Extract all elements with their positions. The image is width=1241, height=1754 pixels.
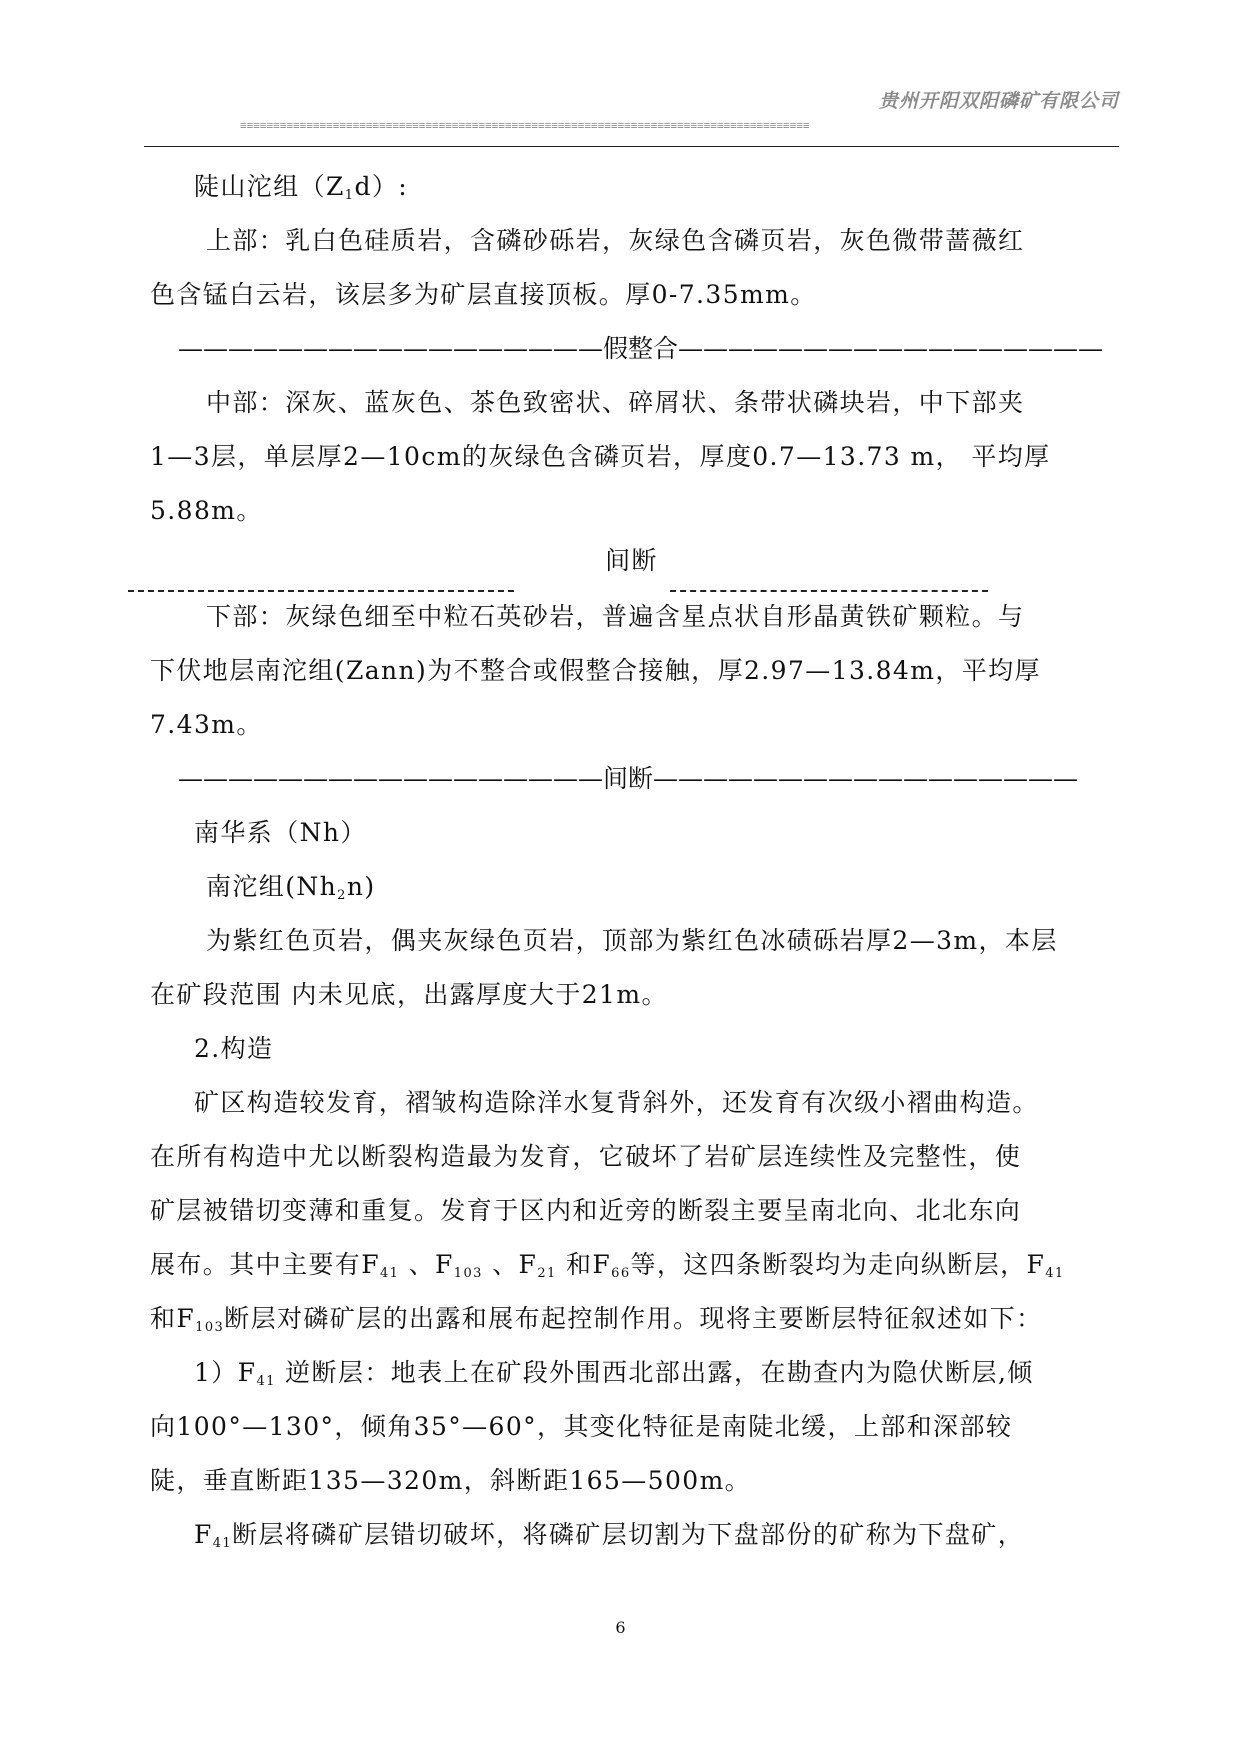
middle-member-line-2: 1—3层，单层厚2—10cm的灰绿色含磷页岩，厚度0.7—13.73 m， 平均厚 <box>150 442 1051 471</box>
section-heading-structure: 2.构造 <box>194 1034 274 1063</box>
fault-f41-line-3: 陡，垂直断距135—320m，斜断距165—500m。 <box>150 1466 752 1495</box>
fault-f41-line-2: 向100°—130°，倾角35°—60°，其变化特征是南陡北缓，上部和深部较 <box>150 1412 1013 1441</box>
formation-title-nantuo: 南沱组$(Nh_2n)$ <box>206 872 376 903</box>
structure-paragraph-line-1: 矿区构造较发育，褶皱构造除洋水复背斜外，还发育有次级小褶曲构造。 <box>194 1088 1039 1117</box>
system-title-nanhua: 南华系（Nh） <box>194 818 367 847</box>
contact-line-pseudo-conformity: —————————————————假整合————————————————— <box>178 334 1104 363</box>
middle-member-line-3: 5.88m。 <box>150 496 263 525</box>
header-company-name: 贵州开阳双阳磷矿有限公司 <box>878 90 1119 112</box>
lower-member-line-1: 下部：灰绿色细至中粒石英砂岩，普遍含星点状自形晶黄铁矿颗粒。与 <box>206 602 1025 631</box>
contact-line-hiatus: —————————————————间断————————————————— <box>178 764 1079 793</box>
structure-paragraph-line-4: 展布。其中主要有$F_{41}$ 、$F_{103}$ 、$F_{21}$ 和$F_{66}$等，这四条断裂均为走向纵断层，$F_{41}$ <box>150 1250 1065 1281</box>
upper-member-line-1: 上部：乳白色硅质岩，含磷砂砾岩，灰绿色含磷页岩，灰色微带蔷薇红 <box>206 226 1025 255</box>
document-body <box>150 160 1113 1562</box>
dashed-line-right <box>670 590 988 592</box>
hiatus-dashed-line <box>150 584 1113 604</box>
middle-member-line-1: 中部：深灰、蓝灰色、茶色致密状、碎屑状、条带状磷块岩，中下部夹 <box>206 388 1025 417</box>
fault-f41-line-4: $F_{41}$断层将磷矿层错切破坏，将磷矿层切割为下盘部份的矿称为下盘矿， <box>194 1520 1025 1551</box>
header-rule <box>144 146 1119 147</box>
lower-member-line-2: 下伏地层南沱组(Zann)为不整合或假整合接触，厚2.97—13.84m，平均厚 <box>150 656 1041 685</box>
formation-title-doushantuo: 陡山沱组$(Z_1d)$: <box>194 172 409 203</box>
upper-member-line-2: 色含锰白云岩，该层多为矿层直接顶板。厚0-7.35mm。 <box>150 280 817 309</box>
fault-f41-line-1: $1)F_{41}$ 逆断层：地表上在矿段外围西北部出露，在勘查内为隐伏断层,倾 <box>194 1358 1034 1389</box>
dashed-line-left <box>128 590 514 592</box>
lower-member-line-3: 7.43m。 <box>150 710 263 739</box>
page-number: 6 <box>615 1618 626 1637</box>
structure-paragraph-line-2: 在所有构造中尤以断裂构造最为发育，它破坏了岩矿层连续性及完整性，使 <box>150 1142 1022 1171</box>
header-decorative-pattern: ≡≡≡≡≡≡≡≡≡≡≡≡≡≡≡≡≡≡≡≡≡≡≡≡≡≡≡≡≡≡≡≡≡≡≡≡≡≡≡≡≡≡≡≡≡≡≡≡≡≡≡≡≡≡≡≡≡≡≡≡≡≡≡≡≡≡≡≡≡≡≡≡≡≡≡≡≡≡≡≡≡≡≡≡≡≡ <box>240 120 810 132</box>
structure-paragraph-line-3: 矿层被错切变薄和重复。发育于区内和近旁的断裂主要呈南北向、北北东向 <box>150 1196 1022 1225</box>
nantuo-description-line-2: 在矿段范围 内未见底，出露厚度大于21m。 <box>150 980 668 1009</box>
structure-paragraph-line-5: 和$F_{103}$断层对磷矿层的出露和展布起控制作用。现将主要断层特征叙述如下： <box>150 1304 1043 1335</box>
nantuo-description-line-1: 为紫红色页岩，偶夹灰绿色页岩，顶部为紫红色冰碛砾岩厚2—3m，本层 <box>206 926 1058 955</box>
contact-label-hiatus: 间断 <box>605 546 658 575</box>
